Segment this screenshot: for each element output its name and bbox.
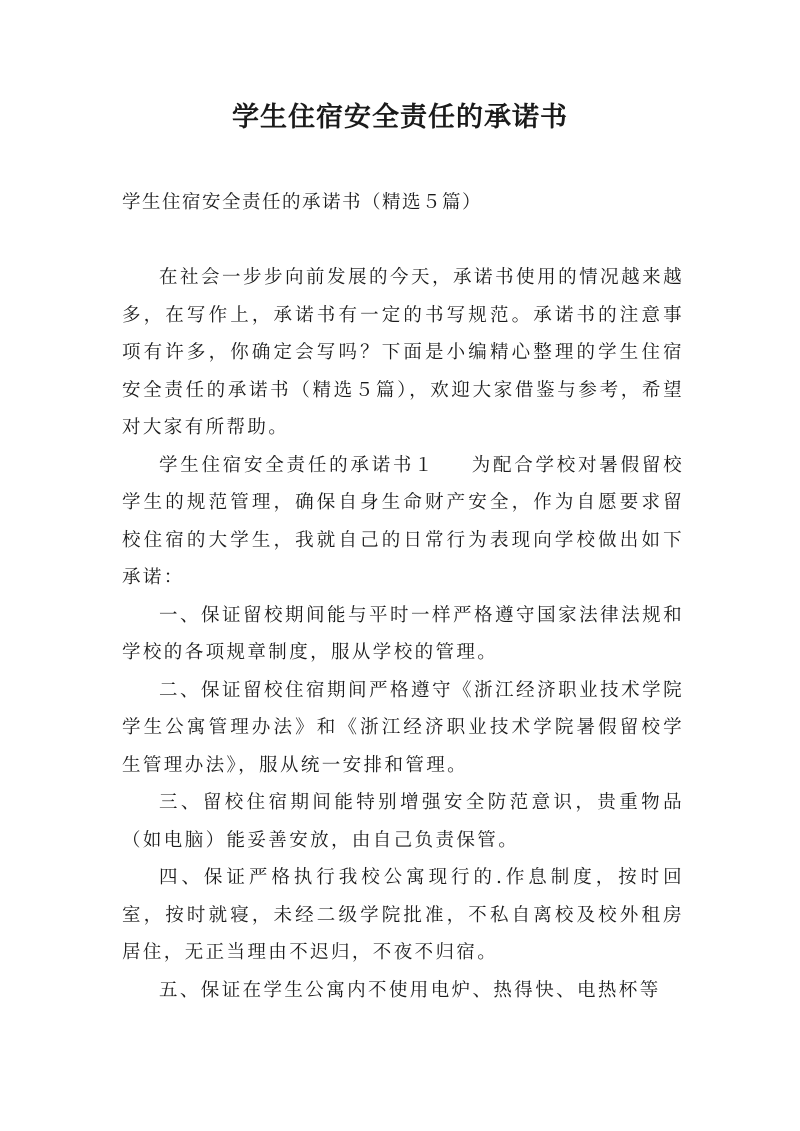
section-1-paragraph <box>122 447 684 597</box>
section-1-body: 为配合学校对暑假留校学生的规范管理，确保自身生命财产安全，作为自愿要求留校住宿的大学生，我就自己的日常行为表现向学校做出如下承诺： <box>122 454 684 588</box>
intro-paragraph: 在社会一步步向前发展的今天，承诺书使用的情况越来越多，在写作上，承诺书有一定的书写规范。承诺书的注意事项有许多，你确定会写吗？下面是小编精心整理的学生住宿安全责任的承诺书（精选５篇），欢迎大家借鉴与参考，希望对大家有所帮助。 <box>122 267 684 438</box>
document-title: 学生住宿安全责任的承诺书 <box>232 102 568 133</box>
section-1-heading: 学生住宿安全责任的承诺书１ <box>159 454 436 476</box>
commitment-item-2: 二、保证留校住宿期间严格遵守《浙江经济职业技术学院学生公寓管理办法》和《浙江经济职业技术学院暑假留校学生管理办法》，服从统一安排和管理。 <box>122 679 684 776</box>
commitment-item-1: 一、保证留校期间能与平时一样严格遵守国家法律法规和学校的各项规章制度，服从学校的管理。 <box>122 604 684 663</box>
commitment-item-4: 四、保证严格执行我校公寓现行的.作息制度，按时回室，按时就寝，未经二级学院批准，不私自离校及校外租房居住，无正当理由不迟归，不夜不归宿。 <box>122 867 684 963</box>
document-body <box>122 259 684 1009</box>
document-subtitle: 学生住宿安全责任的承诺书（精选５篇） <box>122 192 483 213</box>
commitment-item-5: 五、保证在学生公寓内不使用电炉、热得快、电热杯等 <box>159 979 661 1001</box>
commitment-item-3: 三、留校住宿期间能特别增强安全防范意识，贵重物品（如电脑）能妥善安放，由自己负责保管。 <box>122 792 684 851</box>
